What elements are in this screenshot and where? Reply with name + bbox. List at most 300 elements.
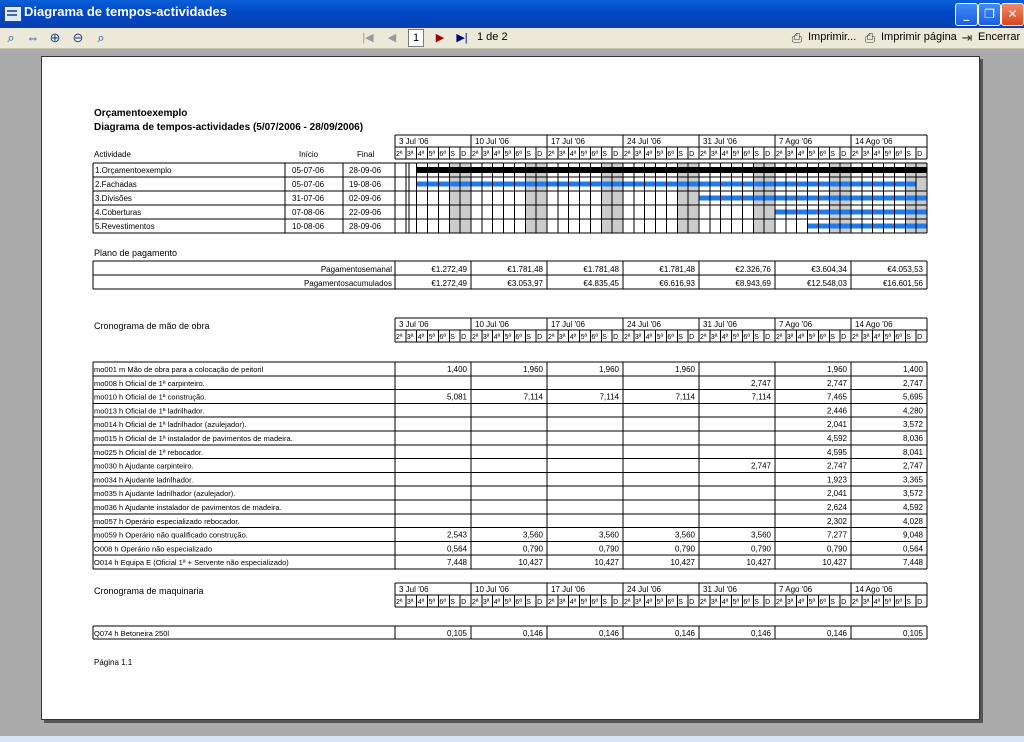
week-label: 24 Jul '06 [627, 320, 661, 329]
day-label: 3ª [786, 151, 794, 158]
weekend-shade [677, 163, 688, 233]
day-label: 2ª [852, 599, 859, 606]
day-label: 6ª [439, 151, 446, 158]
labor-value: 1,400 [446, 365, 467, 374]
day-label: 3ª [406, 599, 414, 606]
day-label: D [689, 599, 695, 606]
gantt-bar [417, 167, 927, 173]
day-label: 2ª [624, 599, 631, 606]
week-label: 31 Jul '06 [703, 585, 737, 594]
exit-icon[interactable]: ⇥ [961, 30, 973, 45]
day-label: 5ª [504, 599, 512, 606]
day-label: D [613, 151, 619, 158]
labor-row-label: mo035 h Ajudante ladrilhador (azulejador). [94, 489, 236, 499]
print-button[interactable]: Imprimir... [808, 31, 857, 43]
labor-value: 8,041 [902, 447, 923, 457]
day-label: S [526, 599, 531, 606]
day-label: 3ª [634, 151, 642, 158]
week-label: 14 Ago '06 [855, 137, 893, 146]
day-label: 5ª [656, 334, 664, 341]
printer-icon[interactable]: ⎙ [791, 30, 803, 45]
day-label: 4ª [645, 599, 653, 606]
weekend-shade [449, 163, 460, 233]
day-label: 3ª [862, 599, 870, 606]
labor-value: 0,790 [522, 544, 543, 554]
labor-value: 2,747 [902, 378, 923, 388]
day-label: 6ª [591, 599, 598, 606]
gantt-bar [699, 196, 927, 201]
day-label: D [537, 599, 543, 606]
activity-name: 4.Coberturas [95, 208, 142, 217]
labor-value: 7,448 [446, 558, 467, 568]
machinery-row-label: Q074 h Betoneira 250l [94, 629, 170, 638]
day-label: D [689, 151, 695, 158]
day-label: S [450, 334, 455, 341]
activity-start: 10-08-06 [292, 222, 325, 231]
last-page-icon[interactable]: ▶| [456, 32, 468, 44]
day-label: S [602, 151, 607, 158]
activity-end: 28-09-06 [349, 222, 382, 231]
week-label: 14 Ago '06 [855, 320, 893, 329]
day-label: 6ª [895, 334, 902, 341]
horizontal-scrollbar[interactable] [0, 736, 1024, 742]
labor-row-label: mo014 h Oficial de 1ª ladrilhador (azulejador). [94, 420, 247, 430]
labor-value: 7,465 [826, 392, 847, 402]
day-label: D [917, 599, 923, 606]
day-label: 6ª [819, 151, 826, 158]
labor-row-label: mo034 h Ajudante ladrilhador. [94, 475, 194, 485]
week-label: 17 Jul '06 [551, 137, 585, 146]
day-label: 3ª [710, 151, 718, 158]
week-label: 7 Ago '06 [779, 585, 813, 594]
weekend-shade [601, 163, 612, 233]
day-label: 6ª [743, 334, 750, 341]
labor-value: 4,028 [902, 516, 923, 526]
day-label: 6ª [667, 334, 674, 341]
payment-value: €1.781,48 [659, 265, 695, 274]
payment-value: €1.781,48 [507, 265, 543, 274]
day-label: 3ª [482, 599, 490, 606]
toolbar [0, 28, 1024, 49]
day-label: S [450, 151, 455, 158]
labor-value: 1,960 [826, 365, 847, 374]
labor-row-label: mo036 h Ajudante instalador de pavimentos de madeira. [94, 503, 282, 512]
day-label: 2ª [700, 599, 707, 606]
payment-value: €4.835,45 [583, 279, 619, 288]
day-label: 5ª [428, 599, 436, 606]
day-label: 6ª [667, 151, 674, 158]
minimize-button[interactable]: _ [955, 3, 978, 26]
labor-row-label: O008 h Operário não especializado [94, 544, 212, 554]
machinery-value: 0,146 [674, 629, 695, 638]
column-header-start: Início [299, 150, 319, 159]
labor-value: 2,747 [750, 461, 771, 471]
day-label: 4ª [569, 151, 577, 158]
labor-value: 10,427 [594, 558, 619, 568]
payment-value: €2.326,76 [735, 265, 771, 274]
labor-value: 10,427 [822, 558, 847, 568]
prev-page-icon[interactable]: ◀ [387, 32, 397, 44]
day-label: 4ª [721, 151, 729, 158]
labor-value: 7,277 [826, 530, 847, 540]
day-label: 2ª [776, 334, 783, 341]
day-label: S [602, 334, 607, 341]
gantt-bar [808, 224, 927, 229]
labor-value: 4,595 [826, 447, 847, 457]
machinery-title: Cronograma de maquinaria [94, 586, 204, 596]
activity-start: 05-07-06 [292, 180, 325, 189]
day-label: D [841, 334, 847, 341]
labor-title: Cronograma de mão de obra [94, 321, 210, 331]
labor-row-label: mo001 m Mão de obra para a colocação de peitoril [94, 365, 264, 374]
day-label: D [613, 334, 619, 341]
labor-value: 10,427 [518, 558, 543, 568]
labor-value: 1,400 [902, 365, 923, 374]
day-label: S [754, 334, 759, 341]
day-label: 6ª [895, 599, 902, 606]
page-number-input[interactable]: 1 [408, 29, 424, 47]
activity-name: 1.Orçamentoexemplo [95, 166, 172, 175]
labor-value: 7,114 [523, 392, 543, 402]
day-label: 6ª [439, 334, 446, 341]
machinery-value: 0,105 [902, 629, 923, 638]
report-title: Orçamentoexemplo [94, 108, 188, 119]
day-label: S [678, 599, 683, 606]
week-label: 14 Ago '06 [855, 585, 893, 594]
day-label: S [678, 151, 683, 158]
labor-value: 1,960 [674, 365, 695, 374]
page-footer: Página 1.1 [94, 658, 133, 667]
day-label: D [841, 599, 847, 606]
day-label: 2ª [548, 151, 555, 158]
day-label: S [906, 334, 911, 341]
weekend-shade [525, 163, 536, 233]
labor-row-label: mo015 h Oficial de 1ª instalador de pavimentos de madeira. [94, 434, 293, 443]
day-label: 5ª [808, 334, 816, 341]
day-label: 3ª [786, 334, 794, 341]
payment-label: Pagamentosemanal [320, 265, 392, 274]
day-label: D [461, 151, 467, 158]
day-label: S [906, 151, 911, 158]
labor-value: 10,427 [670, 558, 695, 568]
week-label: 17 Jul '06 [551, 585, 585, 594]
day-label: 4ª [873, 599, 881, 606]
day-label: 5ª [656, 599, 664, 606]
day-label: 4ª [721, 334, 729, 341]
report-table [42, 57, 979, 719]
labor-value: 7,114 [751, 392, 771, 402]
zoom-100-icon[interactable]: ⌕ [97, 30, 105, 45]
day-label: 6ª [515, 599, 522, 606]
labor-value: 5,695 [902, 392, 923, 402]
payment-value: €1.272,49 [431, 265, 467, 274]
labor-value: 2,624 [826, 503, 847, 512]
day-label: S [830, 599, 835, 606]
labor-row-label: mo057 h Operário especializado rebocador. [94, 516, 240, 526]
labor-value: 2,747 [750, 378, 771, 388]
labor-value: 3,560 [674, 530, 695, 540]
day-label: 4ª [493, 151, 501, 158]
labor-value: 8,036 [902, 434, 923, 443]
labor-value: 3,365 [902, 475, 923, 485]
payment-value: €12.548,03 [806, 279, 847, 288]
labor-value: 3,560 [750, 530, 771, 540]
day-label: 3ª [482, 151, 490, 158]
week-label: 10 Jul '06 [475, 320, 509, 329]
week-label: 3 Jul '06 [399, 585, 429, 594]
day-label: 5ª [656, 151, 664, 158]
week-label: 7 Ago '06 [779, 320, 813, 329]
labor-value: 0,564 [902, 544, 923, 554]
day-label: 5ª [580, 151, 588, 158]
day-label: 5ª [732, 599, 740, 606]
labor-row-label: mo030 h Ajudante carpinteiro. [94, 461, 194, 471]
day-label: 4ª [569, 334, 577, 341]
day-label: S [602, 599, 607, 606]
labor-row-label: mo025 h Oficial de 1ª rebocador. [94, 447, 204, 457]
day-label: D [765, 151, 771, 158]
day-label: 6ª [819, 334, 826, 341]
day-label: 4ª [645, 334, 653, 341]
payment-value: €3.053,97 [507, 279, 543, 288]
day-label: 2ª [472, 334, 479, 341]
maximize-button[interactable]: ❐ [978, 3, 1001, 26]
day-label: 5ª [808, 151, 816, 158]
day-label: 4ª [797, 151, 805, 158]
day-label: 2ª [700, 334, 707, 341]
day-label: 2ª [624, 334, 631, 341]
activity-start: 05-07-06 [292, 166, 325, 175]
zoom-page-icon[interactable]: ⌕ [7, 30, 15, 45]
labor-value: 2,041 [826, 489, 847, 499]
day-label: 6ª [515, 151, 522, 158]
day-label: S [526, 334, 531, 341]
labor-value: 2,543 [446, 530, 467, 540]
day-label: D [461, 334, 467, 341]
day-label: 4ª [797, 334, 805, 341]
day-label: 3ª [710, 599, 718, 606]
week-label: 3 Jul '06 [399, 137, 429, 146]
day-label: 3ª [482, 334, 490, 341]
day-label: 2ª [396, 334, 403, 341]
report-subtitle: Diagrama de tempos-actividades (5/07/2006 - 28/09/2006) [94, 122, 364, 133]
labor-value: 3,572 [902, 489, 923, 499]
payment-value: €1.781,48 [583, 265, 619, 274]
day-label: 4ª [721, 599, 729, 606]
labor-row-label: mo013 h Oficial de 1ª ladrilhador. [94, 406, 205, 416]
column-header-end: Final [357, 150, 375, 159]
day-label: 4ª [569, 599, 577, 606]
labor-value: 0,790 [750, 544, 771, 554]
zoom-in-icon[interactable]: ⊕ [49, 30, 61, 45]
day-label: 2ª [472, 151, 479, 158]
day-label: 3ª [634, 599, 642, 606]
labor-value: 4,592 [902, 503, 923, 512]
report-page [41, 56, 980, 720]
labor-value: 1,960 [522, 365, 543, 374]
first-page-icon[interactable]: |◀ [362, 32, 374, 44]
day-label: 6ª [819, 599, 826, 606]
close-report-button[interactable]: Encerrar [978, 31, 1021, 43]
machinery-value: 0,146 [598, 629, 619, 638]
day-label: 2ª [852, 151, 859, 158]
day-label: 3ª [406, 151, 414, 158]
day-label: 6ª [895, 151, 902, 158]
labor-row-label: mo008 h Oficial de 1ª carpinteiro. [94, 378, 205, 388]
day-label: S [906, 599, 911, 606]
day-label: 4ª [797, 599, 805, 606]
day-label: D [841, 151, 847, 158]
labor-value: 3,560 [598, 530, 619, 540]
day-label: 3ª [862, 151, 870, 158]
day-label: 5ª [504, 334, 512, 341]
day-label: 2ª [700, 151, 707, 158]
day-label: 6ª [439, 599, 446, 606]
day-label: D [461, 599, 467, 606]
labor-value: 5,081 [446, 392, 467, 402]
day-label: 2ª [396, 151, 403, 158]
day-label: 3ª [710, 334, 718, 341]
weekend-shade [460, 163, 471, 233]
labor-value: 7,114 [599, 392, 619, 402]
labor-row-label: O014 h Equipa E (Oficial 1ª + Servente não especializado) [94, 558, 289, 568]
day-label: 5ª [428, 334, 436, 341]
weekend-shade [688, 163, 699, 233]
labor-value: 2,747 [902, 461, 923, 471]
day-label: 4ª [417, 334, 425, 341]
day-label: S [830, 334, 835, 341]
machinery-value: 0,146 [826, 629, 847, 638]
day-label: 2ª [396, 599, 403, 606]
day-label: D [689, 334, 695, 341]
day-label: 3ª [558, 599, 566, 606]
payment-value: €16.601,56 [882, 279, 923, 288]
day-label: S [754, 151, 759, 158]
day-label: 2ª [548, 599, 555, 606]
labor-row-label: mo059 h Operário não qualificado construção. [94, 530, 248, 540]
day-label: D [613, 599, 619, 606]
day-label: S [754, 599, 759, 606]
day-label: 2ª [852, 334, 859, 341]
day-label: 2ª [472, 599, 479, 606]
labor-value: 4,280 [902, 406, 923, 416]
title-bar [0, 0, 1024, 28]
day-label: 4ª [493, 599, 501, 606]
week-label: 24 Jul '06 [627, 585, 661, 594]
machinery-value: 0,146 [522, 629, 543, 638]
activity-start: 07-08-06 [292, 208, 325, 217]
week-label: 3 Jul '06 [399, 320, 429, 329]
labor-value: 10,427 [746, 558, 771, 568]
zoom-out-icon[interactable]: ⊖ [72, 30, 84, 45]
labor-value: 2,747 [826, 461, 847, 471]
labor-value: 2,041 [826, 420, 847, 430]
labor-value: 2,302 [826, 516, 847, 526]
day-label: D [917, 334, 923, 341]
labor-value: 3,560 [522, 530, 543, 540]
activity-name: 3.Divisões [95, 194, 132, 203]
day-label: 6ª [667, 599, 674, 606]
day-label: 2ª [776, 151, 783, 158]
day-label: 2ª [624, 151, 631, 158]
machinery-value: 0,105 [446, 629, 467, 638]
day-label: 4ª [417, 151, 425, 158]
activity-name: 5.Revestimentos [95, 222, 155, 231]
day-label: D [917, 151, 923, 158]
day-label: 3ª [786, 599, 794, 606]
day-label: D [765, 334, 771, 341]
day-label: D [765, 599, 771, 606]
labor-row-label: mo010 h Oficial de 1ª construção. [94, 392, 207, 402]
day-label: 6ª [743, 151, 750, 158]
machinery-value: 0,146 [750, 629, 771, 638]
day-label: S [450, 599, 455, 606]
week-label: 10 Jul '06 [475, 137, 509, 146]
labor-value: 3,572 [902, 420, 923, 430]
payment-value: €3.604,34 [811, 265, 847, 274]
day-label: D [537, 151, 543, 158]
week-label: 10 Jul '06 [475, 585, 509, 594]
day-label: 5ª [732, 151, 740, 158]
activity-end: 19-08-06 [349, 180, 382, 189]
close-window-button[interactable]: ✕ [1001, 3, 1024, 26]
print-page-icon[interactable]: ⎙ [864, 30, 876, 45]
day-label: 3ª [558, 334, 566, 341]
labor-value: 1,923 [826, 475, 847, 485]
day-label: 4ª [417, 599, 425, 606]
day-label: 6ª [743, 599, 750, 606]
next-page-icon[interactable]: ▶ [435, 32, 445, 44]
day-label: 4ª [873, 334, 881, 341]
day-label: S [526, 151, 531, 158]
zoom-width-icon[interactable]: ⇔ [26, 30, 40, 45]
report-viewport[interactable] [0, 49, 1024, 742]
labor-value: 0,564 [446, 544, 467, 554]
day-label: 4ª [645, 151, 653, 158]
labor-value: 0,790 [674, 544, 695, 554]
column-header-activity: Actividade [94, 150, 131, 159]
activity-end: 28-09-06 [349, 166, 382, 175]
day-label: 5ª [884, 599, 892, 606]
day-label: 6ª [591, 151, 598, 158]
day-label: S [678, 334, 683, 341]
labor-value: 2,747 [826, 378, 847, 388]
week-label: 24 Jul '06 [627, 137, 661, 146]
day-label: 5ª [580, 334, 588, 341]
day-label: 5ª [732, 334, 740, 341]
labor-value: 1,960 [598, 365, 619, 374]
labor-value: 0,790 [826, 544, 847, 554]
page-count: 1 de 2 [477, 31, 508, 43]
day-label: 5ª [580, 599, 588, 606]
labor-value: 9,048 [902, 530, 923, 540]
activity-name: 2.Fachadas [95, 180, 137, 189]
week-label: 31 Jul '06 [703, 320, 737, 329]
payment-label: Pagamentosacumulados [303, 279, 392, 288]
day-label: 5ª [884, 151, 892, 158]
labor-value: 4,592 [826, 434, 847, 443]
labor-value: 7,114 [675, 392, 695, 402]
payment-title: Plano de pagamento [94, 248, 178, 258]
day-label: 4ª [493, 334, 501, 341]
week-label: 31 Jul '06 [703, 137, 737, 146]
window-title: Diagrama de tempos-actividades [24, 4, 228, 19]
day-label: 5ª [428, 151, 436, 158]
day-label: 3ª [558, 151, 566, 158]
print-page-button[interactable]: Imprimir página [881, 31, 957, 43]
day-label: S [830, 151, 835, 158]
day-label: 4ª [873, 151, 881, 158]
